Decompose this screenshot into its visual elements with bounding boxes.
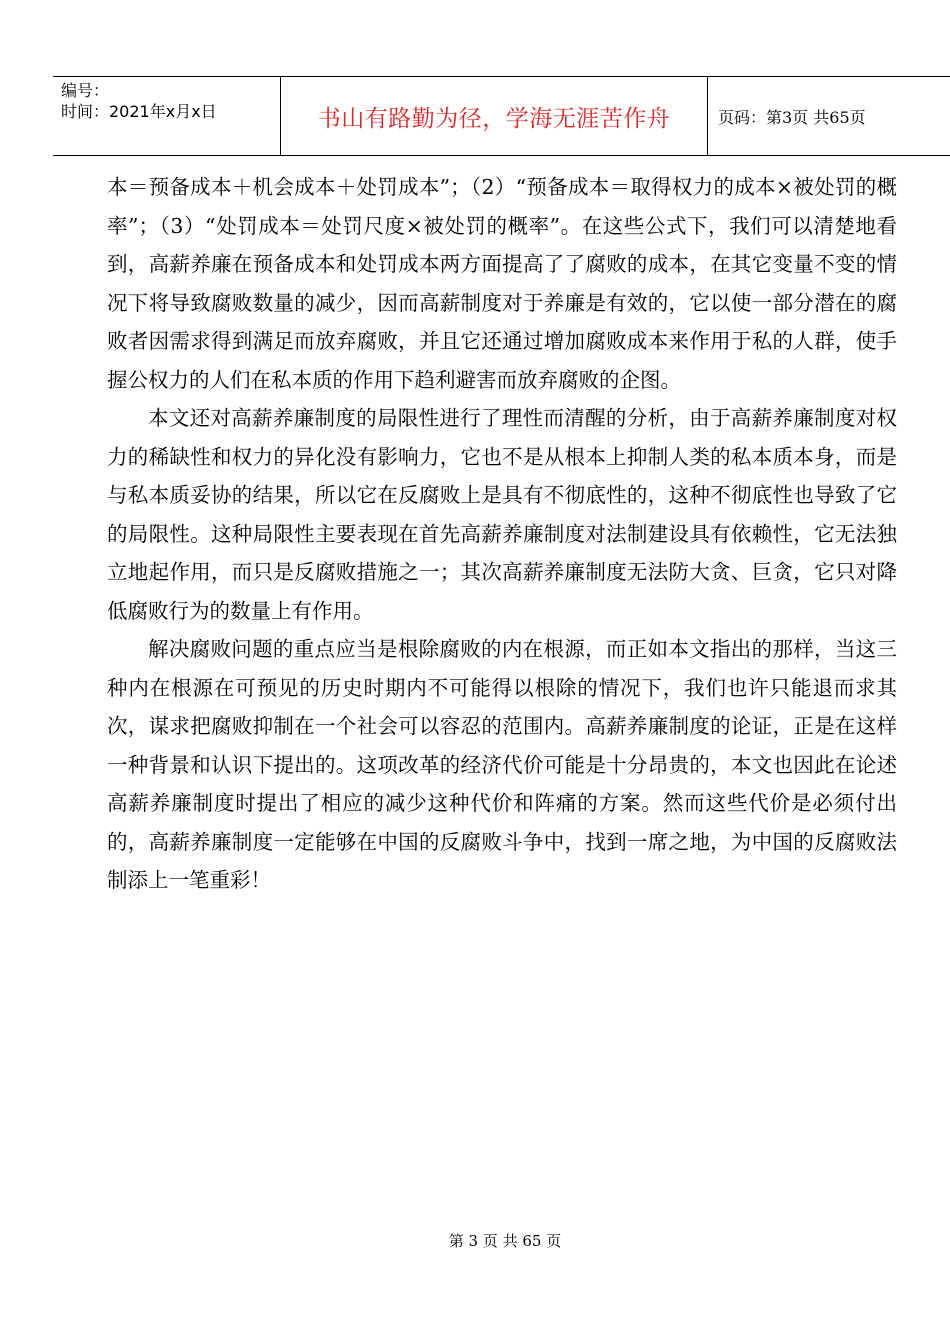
paragraph-3: 解决腐败问题的重点应当是根除腐败的内在根源，而正如本文指出的那样，当这三种内在根源在可预见的历史时期内不可能得以根除的情况下，我们也许只能退而求其次，谋求把腐败抑制在一个社会可以容忍的范围内。高薪养廉制度的论证，正是在这样一种背景和认识下提出的。这项改革的经济代价可能是十分昂贵的，本文也因此在论述高薪养廉制度时提出了相应的减少这种代价和阵痛的方案。然而这些代价是必须付出的，高薪养廉制度一定能够在中国的反腐败斗争中，找到一席之地，为中国的反腐败法制添上一笔重彩！: [107, 637, 897, 892]
page-footer: 第 3 页 共 65 页: [448, 1232, 562, 1250]
header-motto: 书山有路勤为径，学海无涯苦作舟: [281, 77, 708, 155]
doc-number-label: 编号：: [61, 81, 110, 100]
paragraph-1: 本＝预备成本＋机会成本＋处罚成本”；（2）“预备成本＝取得权力的成本×被处罚的概率”；（3）“处罚成本＝处罚尺度×被处罚的概率”。在这些公式下，我们可以清楚地看到，高薪养廉在预备成本和处罚成本两方面提高了了腐败的成本，在其它变量不变的情况下将导致腐败数量的减少，因而高薪制度对于养廉是有效的，它以使一部分潜在的腐败者因需求得到满足而放弃腐败，并且它还通过增加腐败成本来作用于私的人群，使手握公权力的人们在私本质的作用下趋利避害而放弃腐败的企图。: [107, 175, 897, 392]
header-meta: [53, 77, 281, 155]
paragraph-2: 本文还对高薪养廉制度的局限性进行了理性而清醒的分析，由于高薪养廉制度对权力的稀缺性和权力的异化没有影响力，它也不是从根本上抑制人类的私本质本身，而是与私本质妥协的结果，所以它在反腐败上是具有不彻底性的，这种不彻底性也导致了它的局限性。这种局限性主要表现在首先高薪养廉制度对法制建设具有依赖性，它无法独立地起作用，而只是反腐败措施之一；其次高薪养廉制度无法防大贪、巨贪，它只对降低腐败行为的数量上有作用。: [107, 406, 897, 623]
document-body: [107, 168, 897, 900]
page-header: [53, 76, 950, 156]
date-label: 时间：2021年x月x日: [61, 102, 217, 121]
header-page-info: 页码：第3页 共65页: [718, 107, 866, 127]
